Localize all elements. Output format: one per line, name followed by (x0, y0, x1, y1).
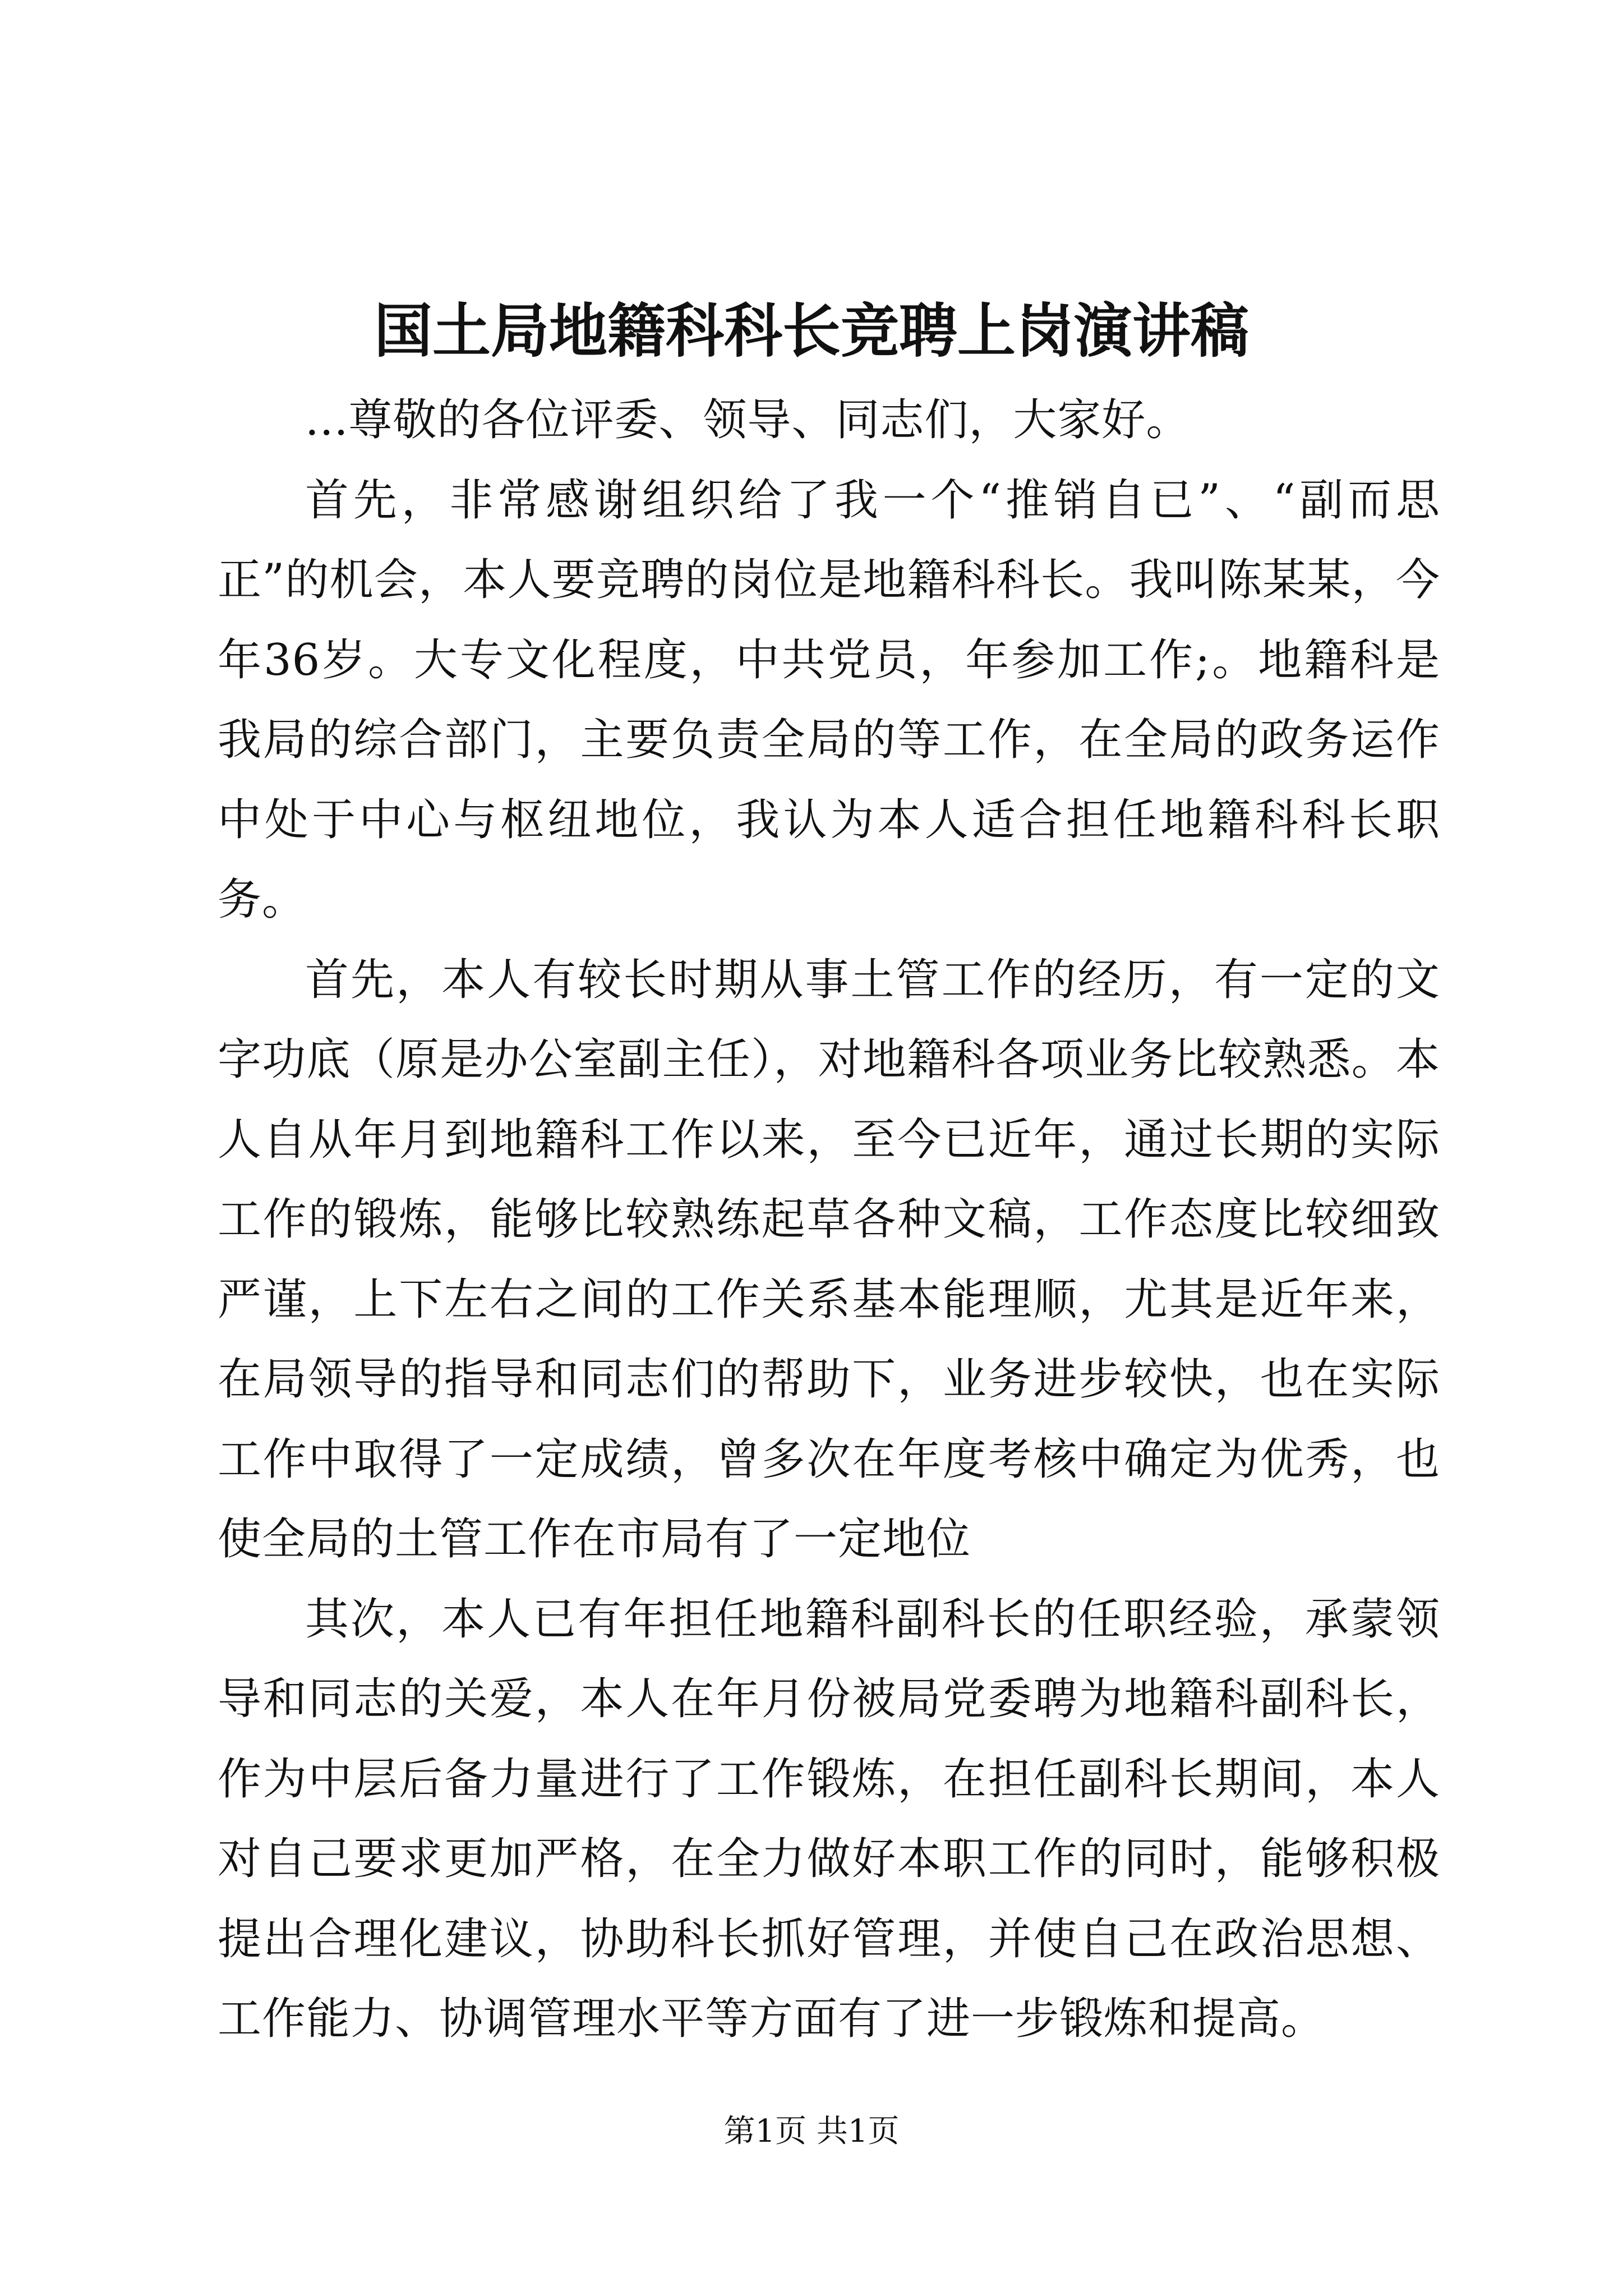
page-footer: 第1页 共1页 (723, 2113, 900, 2150)
paragraph-experience: 首先，本人有较长时期从事土管工作的经历，有一定的文字功底（原是办公室副主任），对地籍科各项业务比较熟悉。本人自从年月到地籍科工作以来，至今已近年，通过长期的实际工作的锻炼，能够比较熟练起草各种文稿，工作态度比较细致严谨，上下左右之间的工作关系基本能理顺，尤其是近年来，在局领导的指导和同志们的帮助下，业务进步较快，也在实际工作中取得了一定成绩，曾多次在年度考核中确定为优秀，也使全局的土管工作在市局有了一定地位 (218, 954, 1440, 1565)
paragraph-introduction: 首先，非常感谢组织给了我一个“推销自已”、“副而思正”的机会，本人要竞聘的岗位是地籍科科长。我叫陈某某，今年36岁。大专文化程度，中共党员，年参加工作;。地籍科是我局的综合部门，主要负责全局的等工作，在全局的政务运作中处于中心与枢纽地位，我认为本人适合担任地籍科科长职务。 (218, 475, 1440, 925)
document-title: 国土局地籍科科长竞聘上岗演讲稿 (374, 296, 1249, 365)
paragraph-greeting: ...尊敬的各位评委、领导、同志们，大家好。 (305, 395, 1191, 445)
paragraph-deputy-experience: 其次，本人已有年担任地籍科副科长的任职经验，承蒙领导和同志的关爱，本人在年月份被局党委聘为地籍科副科长，作为中层后备力量进行了工作锻炼，在担任副科长期间，本人对自己要求更加严格，在全力做好本职工作的同时，能够积极提出合理化建议，协助科长抓好管理，并使自己在政治思想、工作能力、协调管理水平等方面有了进一步锻炼和提高。 (218, 1594, 1440, 2044)
document-body (218, 380, 1440, 2059)
